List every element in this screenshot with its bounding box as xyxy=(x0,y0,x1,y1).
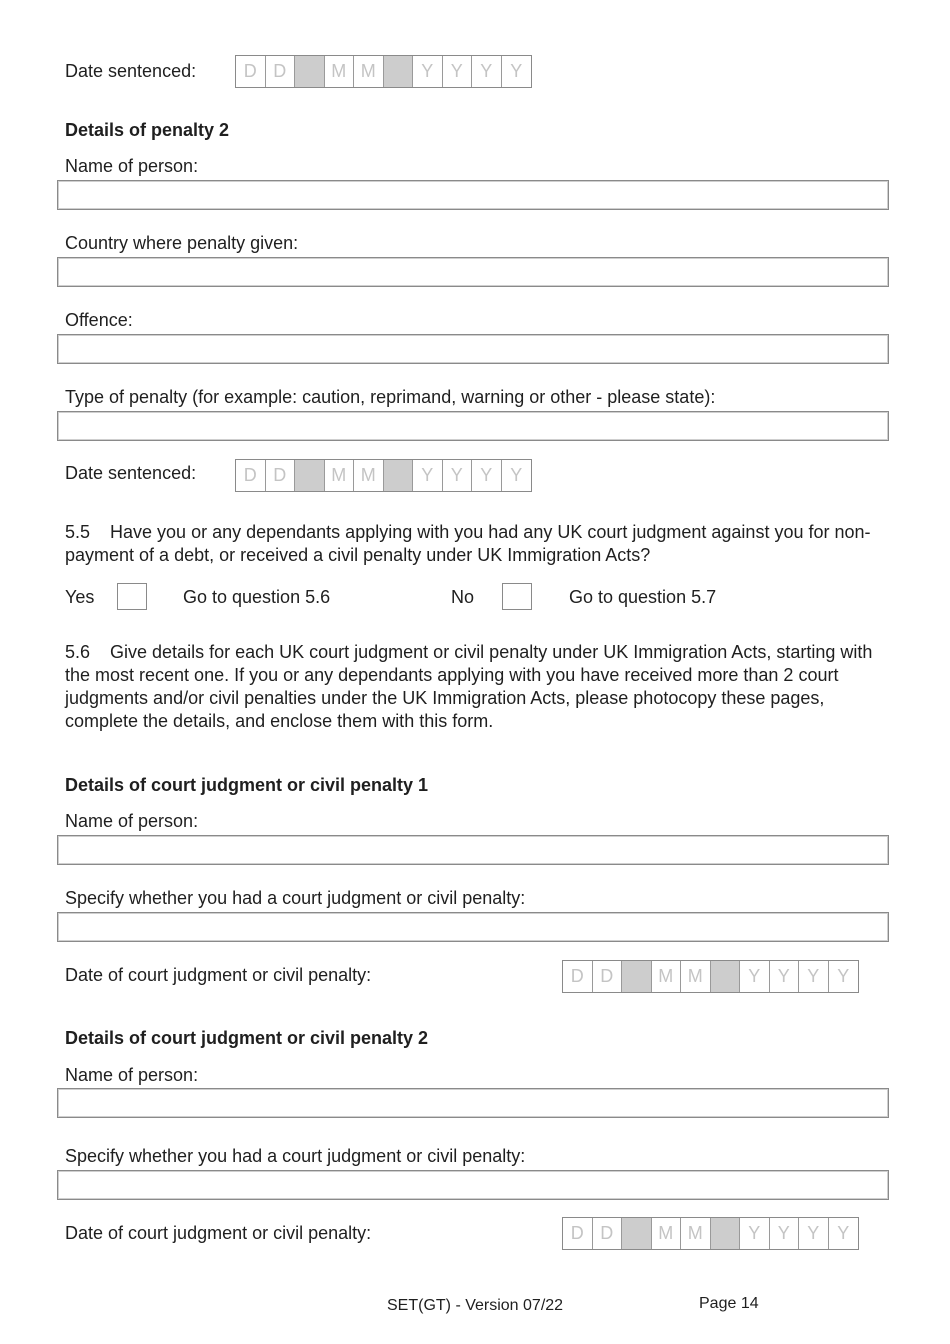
year-digit-4: Y xyxy=(837,966,850,986)
day-digit-1: D xyxy=(236,460,266,491)
question-5-5-text: 5.5 Have you or any dependants applying with you had any UK court judgment against you for non-payment of a debt, or received a civil penalty under UK Immigration Acts? xyxy=(65,522,871,565)
day-digit-1: D xyxy=(563,961,593,992)
judgment2-name-label: Name of person: xyxy=(65,1065,199,1085)
yes-goto-text: Go to question 5.6 xyxy=(183,587,331,607)
date-separator xyxy=(384,460,414,491)
year-digit-2: Y xyxy=(770,961,800,992)
penalty2-type-input[interactable] xyxy=(57,411,889,441)
year-digit-1: Y xyxy=(413,56,443,87)
judgment2-date-label: Date of court judgment or civil penalty: xyxy=(65,1223,372,1243)
date-separator xyxy=(711,961,741,992)
day-digit-2: D xyxy=(266,460,296,491)
no-label: No xyxy=(451,587,475,607)
year-digit-3: Y xyxy=(799,1218,829,1249)
date-separator xyxy=(622,961,652,992)
penalty2-name-label: Name of person: xyxy=(65,156,199,176)
year-digit-4: Y xyxy=(510,61,523,81)
penalty2-offence-label: Offence: xyxy=(65,310,133,330)
day-digit-2: D xyxy=(593,1218,623,1249)
month-digit-2: M xyxy=(354,460,384,491)
judgment1-specify-label: Specify whether you had a court judgment or civil penalty: xyxy=(65,888,526,908)
day-digit-2: D xyxy=(593,961,623,992)
penalty2-date-field[interactable] xyxy=(235,459,532,492)
penalty2-country-input[interactable] xyxy=(57,257,889,287)
no-checkbox[interactable] xyxy=(502,583,532,610)
year-digit-1: Y xyxy=(740,961,770,992)
question-5-6-text: 5.6 Give details for each UK court judgment or civil penalty under UK Immigration Acts, starting with the most recent one. If you or any dependants applying with you have received more than 2 court judgments and/or civil penalties under the UK Immigration Acts, please photocopy these pages, complete the details, and enclose them with this form. xyxy=(65,642,878,731)
month-digit-1: M xyxy=(325,460,355,491)
year-digit-4: Y xyxy=(837,1223,850,1243)
year-digit-1: Y xyxy=(413,460,443,491)
day-digit-1: D xyxy=(236,56,266,87)
judgment1-specify-input[interactable] xyxy=(57,912,889,942)
penalty2-country-label: Country where penalty given: xyxy=(65,233,299,253)
year-digit-2: Y xyxy=(443,56,473,87)
yes-label: Yes xyxy=(65,587,95,607)
judgment2-name-input[interactable] xyxy=(57,1088,889,1118)
judgment1-name-label: Name of person: xyxy=(65,811,199,831)
judgment1-date-field[interactable] xyxy=(562,960,859,993)
year-digit-3: Y xyxy=(472,56,502,87)
month-digit-2: M xyxy=(681,961,711,992)
day-digit-2: D xyxy=(266,56,296,87)
penalty2-date-label: Date sentenced: xyxy=(65,463,197,483)
date-separator xyxy=(622,1218,652,1249)
month-digit-1: M xyxy=(652,1218,682,1249)
year-digit-3: Y xyxy=(799,961,829,992)
month-digit-2: M xyxy=(681,1218,711,1249)
form-version: SET(GT) - Version 07/22 xyxy=(387,1297,564,1314)
penalty2-offence-input[interactable] xyxy=(57,334,889,364)
judgment1-date-label: Date of court judgment or civil penalty: xyxy=(65,965,372,985)
no-goto-text: Go to question 5.7 xyxy=(569,587,717,607)
date-separator xyxy=(384,56,414,87)
judgment2-specify-input[interactable] xyxy=(57,1170,889,1200)
yes-checkbox[interactable] xyxy=(117,583,147,610)
judgment2-heading: Details of court judgment or civil penalty 2 xyxy=(65,1028,429,1048)
judgment1-heading: Details of court judgment or civil penalty 1 xyxy=(65,775,429,795)
month-digit-1: M xyxy=(325,56,355,87)
month-digit-1: M xyxy=(652,961,682,992)
year-digit-4: Y xyxy=(510,465,523,485)
judgment2-specify-label: Specify whether you had a court judgment or civil penalty: xyxy=(65,1146,526,1166)
year-digit-2: Y xyxy=(443,460,473,491)
judgment2-date-field[interactable] xyxy=(562,1217,859,1250)
year-digit-1: Y xyxy=(740,1218,770,1249)
penalty2-heading: Details of penalty 2 xyxy=(65,120,230,140)
page-number: Page 14 xyxy=(699,1295,759,1312)
year-digit-2: Y xyxy=(770,1218,800,1249)
penalty2-name-input[interactable] xyxy=(57,180,889,210)
judgment1-name-input[interactable] xyxy=(57,835,889,865)
penalty1-date-label: Date sentenced: xyxy=(65,61,197,81)
day-digit-1: D xyxy=(563,1218,593,1249)
month-digit-2: M xyxy=(354,56,384,87)
date-separator xyxy=(295,460,325,491)
date-separator xyxy=(295,56,325,87)
year-digit-3: Y xyxy=(472,460,502,491)
penalty1-date-field[interactable] xyxy=(235,55,532,88)
date-separator xyxy=(711,1218,741,1249)
penalty2-type-label: Type of penalty (for example: caution, reprimand, warning or other - please state): xyxy=(65,387,716,407)
